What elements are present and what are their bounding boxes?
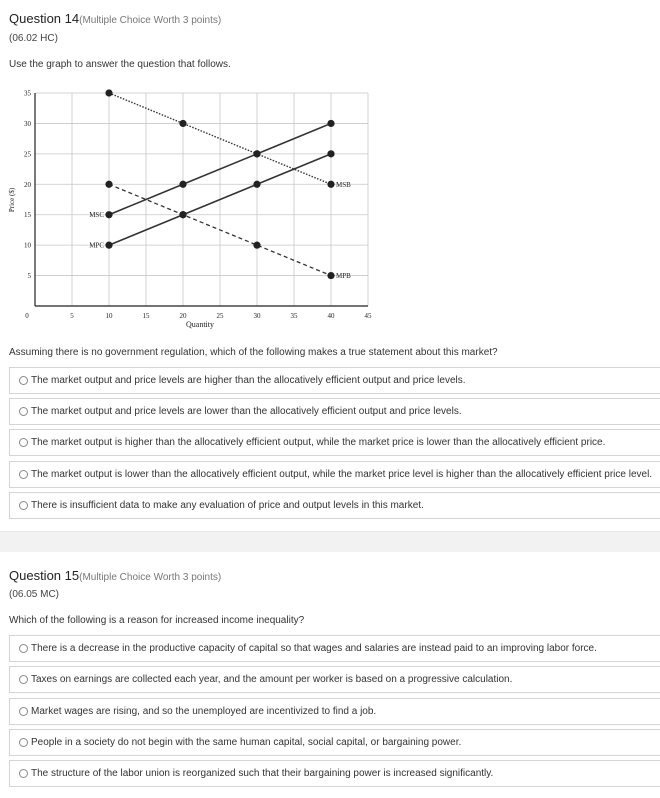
q15-points: (Multiple Choice Worth 3 points) — [79, 572, 222, 583]
q15-option-d[interactable] — [9, 729, 660, 756]
mpc-label: MPC — [89, 241, 104, 250]
radio-button-c[interactable] — [19, 707, 28, 716]
x-tick-label-45: 45 — [364, 312, 372, 320]
msb-label: MSB — [336, 180, 351, 189]
x-tick-label-40: 40 — [327, 312, 335, 320]
x-tick-label-15: 15 — [142, 312, 150, 320]
q15-question: Which of the following is a reason for increased income inequality? — [9, 615, 305, 626]
graph-background — [4, 84, 376, 332]
q14-option-e[interactable] — [9, 492, 660, 519]
x-tick-label-25: 25 — [216, 312, 224, 320]
q14-option-a[interactable] — [9, 367, 660, 394]
q14-points: (Multiple Choice Worth 3 points) — [79, 15, 222, 26]
msb-point-2 — [253, 150, 260, 157]
y-tick-label-30: 30 — [24, 119, 31, 128]
radio-button-d[interactable] — [19, 470, 28, 479]
q14-option-b[interactable] — [9, 398, 660, 425]
mpb-point-2 — [253, 242, 260, 249]
msc-point-3 — [327, 120, 334, 127]
mpc-point-3 — [327, 150, 334, 157]
q14-option-a-label: The market output and price levels are higher than the allocatively efficient output and price levels. — [31, 375, 466, 386]
x-tick-label-30: 30 — [253, 312, 261, 320]
q15-option-d-label: People in a society do not begin with the same human capital, social capital, or bargaining power. — [31, 737, 462, 748]
radio-button-a[interactable] — [19, 644, 28, 653]
q14-intro: Use the graph to answer the question that follows. — [9, 59, 231, 70]
q15-option-c[interactable] — [9, 698, 660, 725]
y-tick-label-20: 20 — [24, 180, 31, 189]
mpb-label: MPB — [336, 272, 351, 281]
radio-button-d[interactable] — [19, 738, 28, 747]
q15-title-text: Question 15 — [9, 568, 80, 583]
q14-question: Assuming there is no government regulation, which of the following makes a true statement about this market? — [9, 347, 498, 358]
radio-button-a[interactable] — [19, 376, 28, 385]
q15-option-b[interactable] — [9, 666, 660, 693]
q15-option-c-label: Market wages are rising, and so the unemployed are incentivized to find a job. — [31, 706, 377, 717]
q14-option-d[interactable] — [9, 461, 660, 488]
mpb-point-3 — [327, 272, 334, 279]
q14-option-b-label: The market output and price levels are lower than the allocatively efficient output and price levels. — [31, 406, 462, 417]
q15-option-a[interactable] — [9, 635, 660, 662]
x-tick-label-0: 0 — [25, 312, 29, 320]
mpb-point-0 — [105, 181, 112, 188]
q15-option-b-label: Taxes on earnings are collected each year, and the amount per worker is based on a progressive calculation. — [31, 674, 513, 685]
q14-option-c[interactable] — [9, 429, 660, 456]
mpc-point-2 — [253, 181, 260, 188]
msc-label: MSC — [89, 211, 104, 220]
q14-option-e-label: There is insufficient data to make any evaluation of price and output levels in this market. — [31, 500, 424, 511]
x-tick-label-10: 10 — [105, 312, 113, 320]
y-tick-label-35: 35 — [24, 89, 31, 98]
x-tick-label-5: 5 — [70, 312, 74, 320]
msb-point-3 — [327, 181, 334, 188]
msb-point-1 — [179, 120, 186, 127]
radio-button-b[interactable] — [19, 675, 28, 684]
q15-option-a-label: There is a decrease in the productive capacity of capital so that wages and salaries are instead paid to an improving labor force. — [31, 643, 597, 654]
q14-title-text: Question 14 — [9, 11, 80, 26]
q15-code: (06.05 MC) — [9, 589, 60, 600]
radio-button-e[interactable] — [19, 501, 28, 510]
q15-option-e[interactable] — [9, 760, 660, 787]
radio-button-e[interactable] — [19, 769, 28, 778]
y-tick-label-15: 15 — [24, 211, 31, 220]
x-axis-label: Quantity — [186, 320, 214, 329]
msc-point-1 — [179, 181, 186, 188]
x-tick-label-20: 20 — [179, 312, 187, 320]
y-axis-label: Price ($) — [8, 187, 16, 213]
mpc-point-0 — [105, 242, 112, 249]
radio-button-b[interactable] — [19, 407, 28, 416]
radio-button-c[interactable] — [19, 438, 28, 447]
market-graph — [4, 84, 376, 332]
mpb-point-1 — [179, 211, 186, 218]
y-tick-label-25: 25 — [24, 150, 31, 159]
y-tick-label-10: 10 — [24, 241, 31, 250]
q14-option-c-label: The market output is higher than the allocatively efficient output, while the market price is lower than the allocatively efficient price. — [31, 437, 606, 448]
x-tick-label-35: 35 — [290, 312, 298, 320]
q14-title — [9, 11, 221, 26]
question-separator — [0, 531, 660, 552]
q15-title — [9, 568, 221, 583]
q14-code: (06.02 HC) — [9, 33, 58, 44]
y-tick-label-5: 5 — [27, 272, 31, 281]
q15-option-e-label: The structure of the labor union is reorganized such that their bargaining power is increased significantly. — [31, 768, 494, 779]
msc-point-0 — [105, 211, 112, 218]
msb-point-0 — [105, 89, 112, 96]
q14-option-d-label: The market output is lower than the allocatively efficient output, while the market price level is higher than the allocatively efficient price level. — [31, 469, 653, 480]
